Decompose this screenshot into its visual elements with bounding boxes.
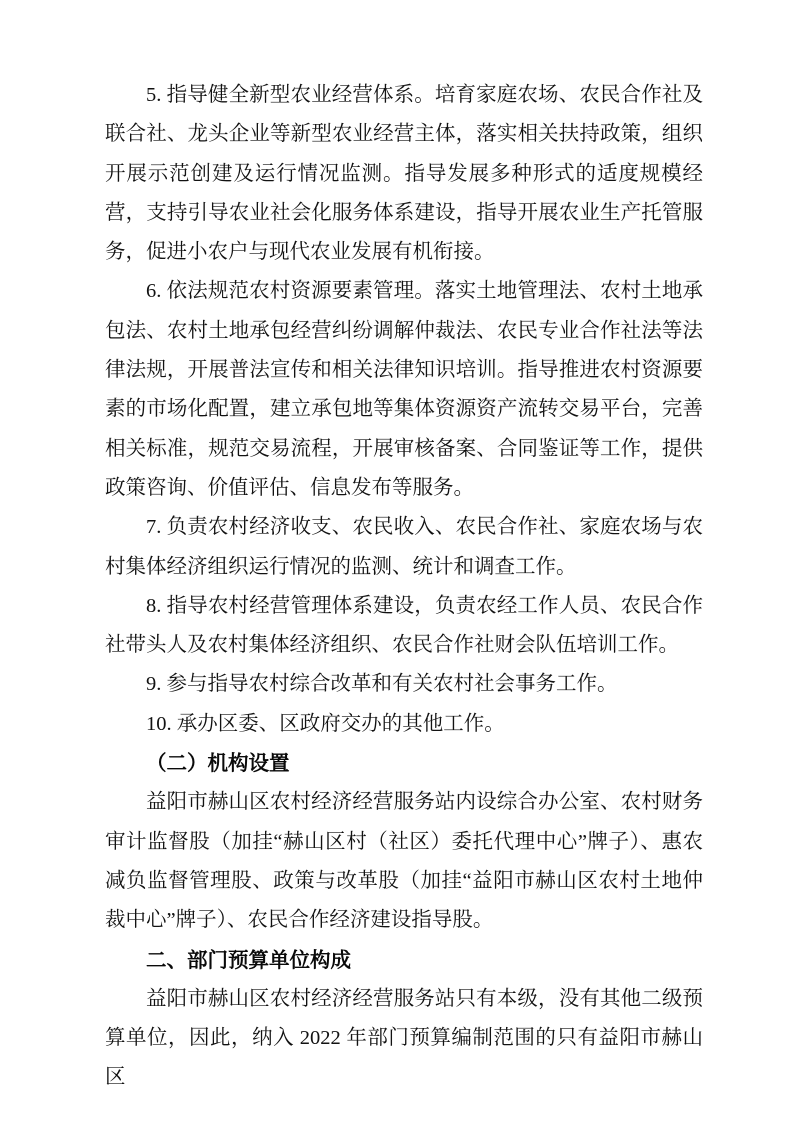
- paragraph-duty-5: 5. 指导健全新型农业经营体系。培育家庭农场、农民合作社及联合社、龙头企业等新型农业经营主体，落实相关扶持政策，组织开展示范创建及运行情况监测。指导发展多种形式的适度规模经营，支持引导农业社会化服务体系建设，指导开展农业生产托管服务，促进小农户与现代农业发展有机衔接。: [105, 84, 703, 264]
- paragraph-duty-8: 8. 指导农村经营管理体系建设，负责农经工作人员、农民合作社带头人及农村集体经济组织、农民合作社财会队伍培训工作。: [105, 594, 703, 657]
- paragraph-duty-7: 7. 负责农村经济收支、农民收入、农民合作社、家庭农场与农村集体经济组织运行情况的监测、统计和调查工作。: [105, 516, 703, 578]
- paragraph-duty-10: 10. 承办区委、区政府交办的其他工作。: [146, 712, 505, 735]
- section-heading-organization-setup: （二）机构设置: [146, 752, 290, 776]
- section-heading-budget-unit-composition: 二、部门预算单位构成: [146, 948, 351, 972]
- paragraph-duty-6: 6. 依法规范农村资源要素管理。落实土地管理法、农村土地承包法、农村土地承包经营纠纷调解仲裁法、农民专业合作社法等法律法规，开展普法宣传和相关法律知识培训。指导推进农村资源要素的市场化配置，建立承包地等集体资源资产流转交易平台，完善相关标准，规范交易流程，开展审核备案、合同鉴证等工作，提供政策咨询、价值评估、信息发布等服务。: [105, 280, 703, 499]
- paragraph-organization-setup: 益阳市赫山区农村经济经营服务站内设综合办公室、农村财务审计监督股（加挂“赫山区村（社区）委托代理中心”牌子）、惠农减负监督管理股、政策与改革股（加挂“益阳市赫山区农村土地仲裁中心”牌子）、农民合作经济建设指导股。: [105, 791, 703, 932]
- paragraph-duty-9: 9. 参与指导农村综合改革和有关农村社会事务工作。: [146, 673, 618, 696]
- paragraph-budget-unit-composition: 益阳市赫山区农村经济经营服务站只有本级，没有其他二级预算单位，因此，纳入 2022 年部门预算编制范围的只有益阳市赫山区: [105, 987, 703, 1089]
